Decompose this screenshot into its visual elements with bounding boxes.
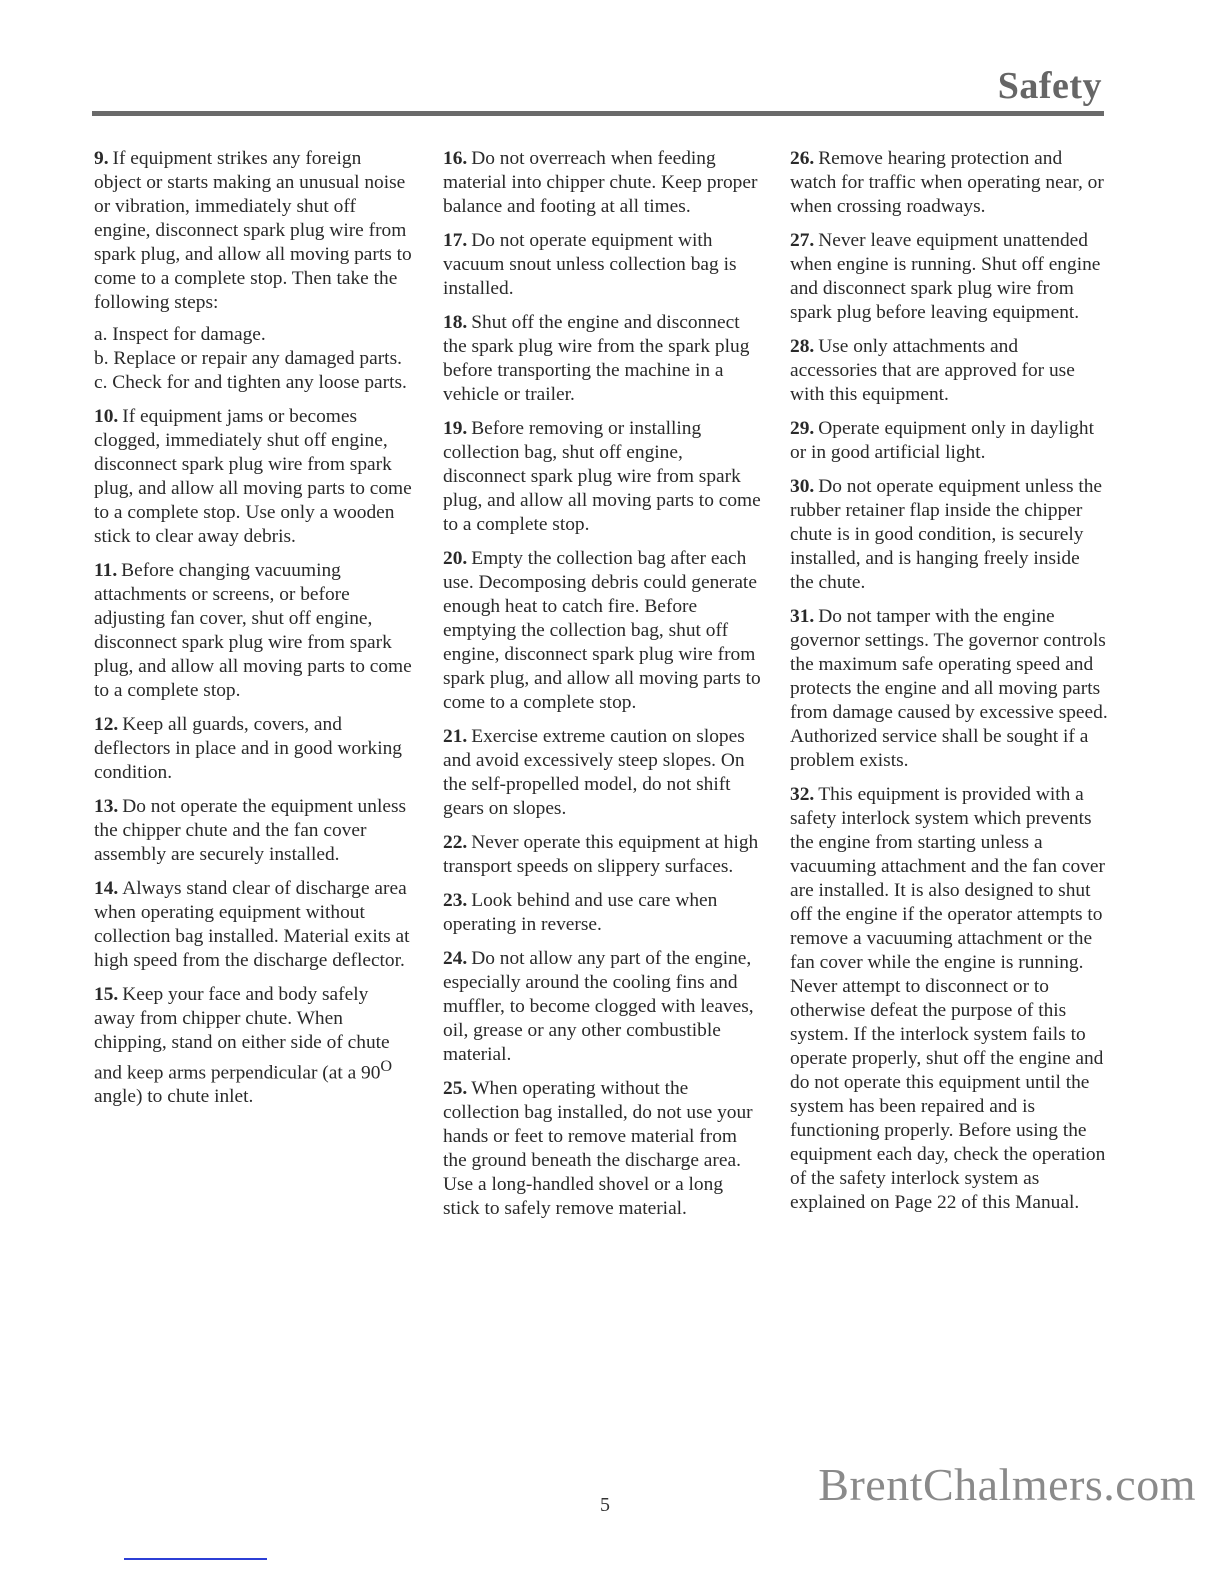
safety-item-10: 10. If equipment jams or becomes clogged, immediately shut off engine, disconnect spark plug wire from spark plug, and allow all moving parts to come to a complete stop. Use only a wooden stick to clear away debris. bbox=[94, 406, 412, 547]
inspection-steps bbox=[94, 323, 412, 395]
safety-item-19: 19. Before removing or installing collection bag, shut off engine, disconnect spark plug wire from spark plug, and allow all moving parts to come to a complete stop. bbox=[443, 418, 761, 535]
safety-item-16: 16. Do not overreach when feeding material into chipper chute. Keep proper balance and footing at all times. bbox=[443, 148, 758, 217]
safety-item-17: 17. Do not operate equipment with vacuum snout unless collection bag is installed. bbox=[443, 230, 737, 299]
page-number: 5 bbox=[600, 1494, 610, 1516]
section-title: Safety bbox=[997, 65, 1102, 107]
degree-superscript: O bbox=[380, 1058, 393, 1075]
safety-item-20: 20. Empty the collection bag after each use. Decomposing debris could generate enough heat to catch fire. Before emptying the collection bag, shut off engine, disconnect spark plug wire from spark plug, and allow all moving parts to come to a complete stop. bbox=[443, 548, 761, 713]
safety-item-28: 28. Use only attachments and accessories that are approved for use with this equipment. bbox=[790, 336, 1075, 405]
step-b: b. Replace or repair any damaged parts. bbox=[94, 348, 402, 369]
step-a: a. Inspect for damage. bbox=[94, 324, 266, 345]
safety-item-32: 32. This equipment is provided with a safety interlock system which prevents the engine from starting unless a vacuuming attachment and the fan cover are installed. It is also designed to shut off the engine if the operator attempts to remove a vacuuming attachment or the fan cover while the engine is running. Never attempt to disconnect or to otherwise defeat the purpose of this system. If the interlock system fails to operate properly, shut off the engine and do not operate this equipment until the system has been repaired and is functioning properly. Before using the equipment each day, check the operation of the safety interlock system as explained on Page 22 of this Manual. bbox=[790, 784, 1106, 1213]
safety-item-22: 22. Never operate this equipment at high transport speeds on slippery surfaces. bbox=[443, 832, 759, 877]
safety-item-13: 13. Do not operate the equipment unless the chipper chute and the fan cover assembly are securely installed. bbox=[94, 796, 407, 865]
safety-item-11: 11. Before changing vacuuming attachments or screens, or before adjusting fan cover, shut off engine, disconnect spark plug wire from spark plug, and allow all moving parts to come to a complete stop. bbox=[94, 560, 412, 701]
safety-item-24: 24. Do not allow any part of the engine, especially around the cooling fins and muffler, to become clogged with leaves, oil, grease or any other combustible material. bbox=[443, 948, 754, 1065]
safety-item-25: 25. When operating without the collection bag installed, do not use your hands or feet to remove material from the ground beneath the discharge area. Use a long-handled shovel or a long stick to safely remove material. bbox=[443, 1078, 753, 1219]
safety-item-21: 21. Exercise extreme caution on slopes and avoid excessively steep slopes. On the self-propelled model, do not shift gears on slopes. bbox=[443, 726, 745, 819]
safety-item-12: 12. Keep all guards, covers, and deflectors in place and in good working condition. bbox=[94, 714, 403, 783]
safety-item-31: 31. Do not tamper with the engine governor settings. The governor controls the maximum safe operating speed and protects the engine and all moving parts from damage caused by excessive speed. Authorized service shall be sought if a problem exists. bbox=[790, 606, 1108, 771]
safety-item-23: 23. Look behind and use care when operating in reverse. bbox=[443, 890, 718, 935]
safety-item-18: 18. Shut off the engine and disconnect the spark plug wire from the spark plug before transporting the machine in a vehicle or trailer. bbox=[443, 312, 750, 405]
step-c: c. Check for and tighten any loose parts. bbox=[94, 372, 407, 393]
safety-item-26: 26. Remove hearing protection and watch for traffic when operating near, or when crossing roadways. bbox=[790, 148, 1104, 217]
safety-item-29: 29. Operate equipment only in daylight or in good artificial light. bbox=[790, 418, 1094, 463]
safety-item-27: 27. Never leave equipment unattended when engine is running. Shut off engine and disconnect spark plug wire from spark plug before leaving equipment. bbox=[790, 230, 1101, 323]
safety-item-30: 30. Do not operate equipment unless the rubber retainer flap inside the chipper chute is in good condition, is securely installed, and is hanging freely inside the chute. bbox=[790, 476, 1103, 593]
safety-item-15: 15. Keep your face and body safely away from chipper chute. When chipping, stand on either side of chute and keep arms perpendicular (at a $90^O$ angle) to chute inlet. bbox=[94, 984, 393, 1108]
column-1 bbox=[94, 147, 412, 1119]
column-2 bbox=[443, 147, 761, 1231]
watermark: BrentChalmers.com bbox=[818, 1459, 1196, 1510]
footer-link-underline bbox=[124, 1558, 267, 1560]
safety-item-9: 9. If equipment strikes any foreign object or starts making an unusual noise or vibration, immediately shut off engine, disconnect spark plug wire from spark plug, and allow all moving parts to come to a complete stop. Then take the following steps: bbox=[94, 148, 412, 313]
safety-item-14: 14. Always stand clear of discharge area when operating equipment without collection bag installed. Material exits at high speed from the discharge deflector. bbox=[94, 878, 410, 971]
column-3 bbox=[790, 147, 1108, 1225]
header-rule bbox=[92, 111, 1104, 116]
